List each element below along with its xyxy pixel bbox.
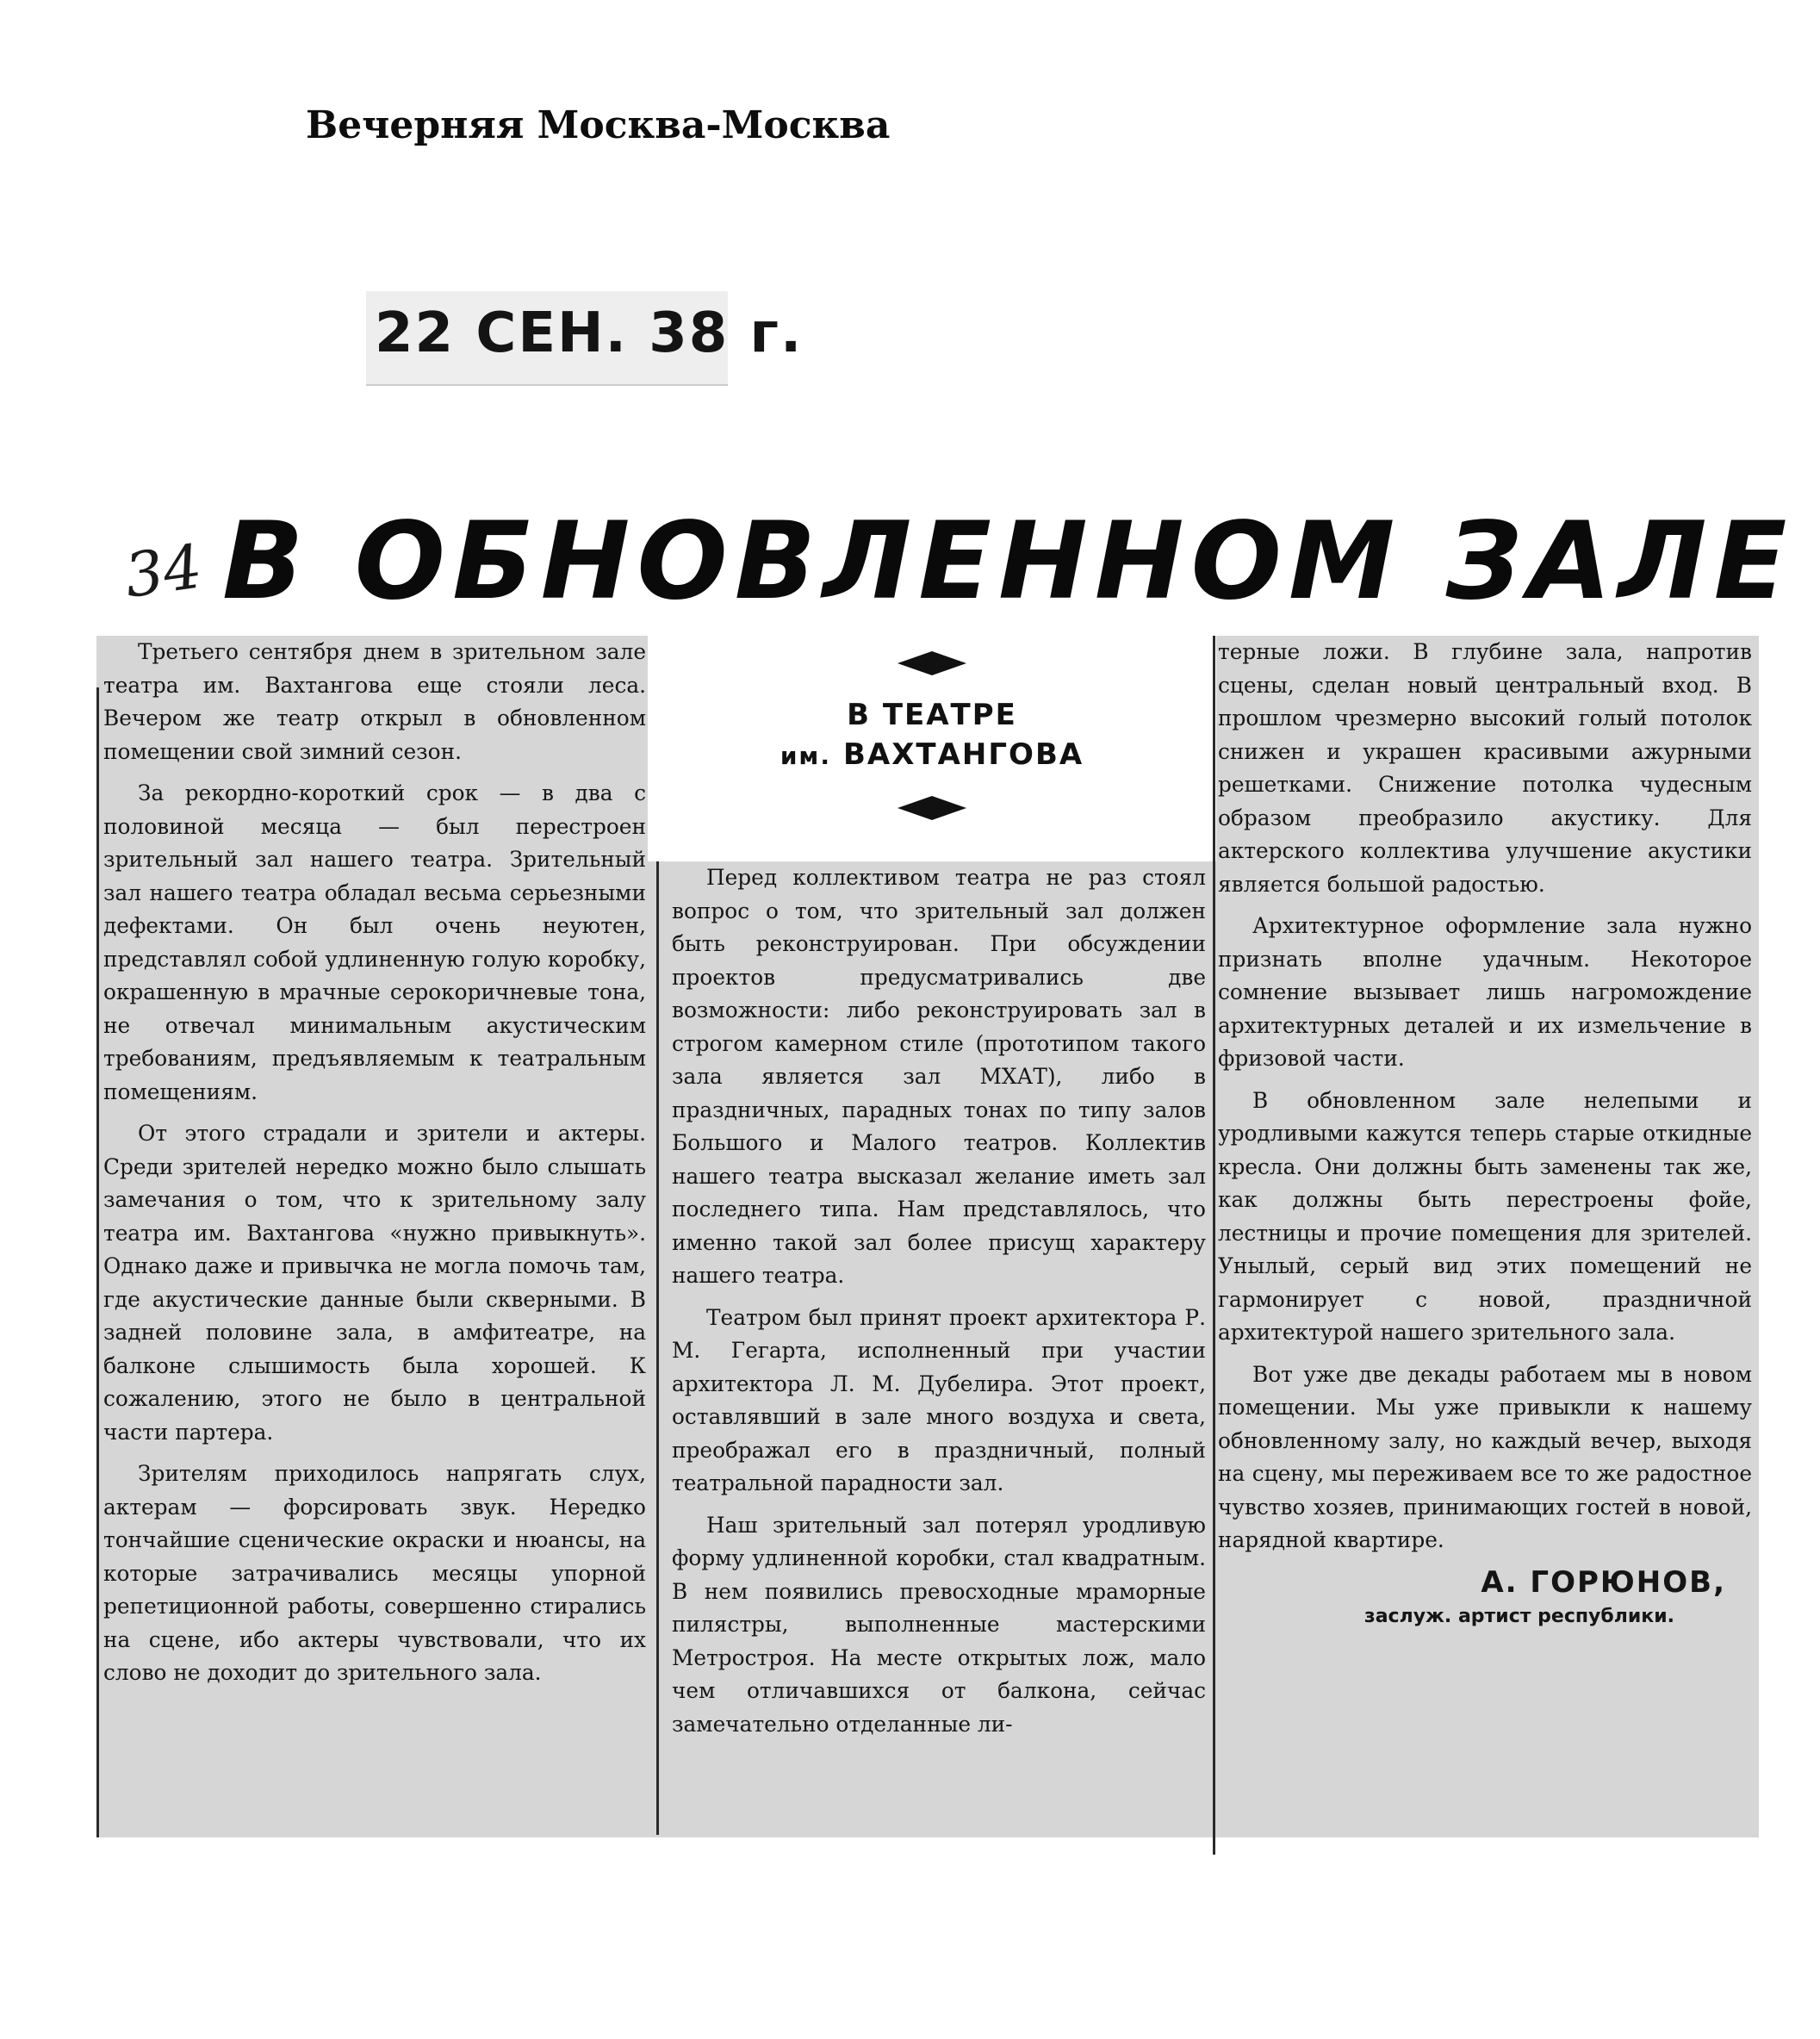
subhead-line-2 (648, 737, 1216, 772)
newspaper-source: Вечерняя Москва-Москва (306, 103, 891, 147)
date-stamp-text: 22 СЕН. 38 г. (375, 301, 804, 365)
article-column-1 (103, 636, 646, 1699)
paragraph: Третьего сентября днем в зрительном зале театра им. Вахтангова еще стояли леса. Вечером же театр открыл в обновленном помещении свой зимний сезон. (103, 639, 646, 764)
paragraph: Зрителям приходилось напрягать слух, актерам — форсировать звук. Нередко тончайшие сценические окраски и нюансы, на которые затрачивались месяцы упорной репетиционной работы, совершенно стирались на сцене, ибо актеры чувствовали, что их слово не доходит до зрительного зала. (103, 1461, 646, 1685)
author-title: заслуж. артист республики. (1363, 1606, 1674, 1627)
paragraph: Вот уже две декады работаем мы в новом помещении. Мы уже привыкли к нашему обновленному залу, но каждый вечер, выходя на сцену, мы переживаем все то же радостное чувство хозяев, принимающих гостей в новой, нарядной квартире. (1218, 1361, 1752, 1552)
left-column-rule (96, 687, 99, 1837)
diamond-ornament-icon (898, 651, 966, 675)
subhead-line-1: В ТЕАТРЕ (847, 698, 1017, 732)
subhead-theatre-name: ВАХТАНГОВА (842, 737, 1084, 772)
handwritten-margin-note: 34 (120, 531, 207, 612)
paragraph: В обновленном зале нелепыми и уродливыми кажутся теперь старые откидные кресла. Они должны быть заменены так же, как должны быть перестроены фойе, лестницы и прочие помещения для зрителей. Унылый, серый вид этих помещений не гармонирует с новой, праздничной архитектурой нашего зрительного зала. (1218, 1087, 1752, 1345)
headline: В ОБНОВЛЕННОМ ЗАЛЕ (222, 500, 1794, 624)
article-column-2 (672, 861, 1206, 1750)
paragraph: Наш зрительный зал потерял уродливую форму удлиненной коробки, стал квадратным. В нем появились превосходные мраморные пилястры, выполненные мастерскими Метростроя. На месте открытых лож, мало чем отличавшихся от балкона, сейчас замечательно отделанные ли- (672, 1512, 1206, 1737)
column-rule-1 (656, 861, 659, 1835)
column-rule-2 (1213, 636, 1215, 1855)
subhead-block (648, 636, 1216, 861)
paragraph: Архитектурное оформление зала нужно признать вполне удачным. Некоторое сомнение вызывает лишь нагромождение архитектурных деталей и их измельчение в фризовой части. (1218, 913, 1752, 1071)
article-column-3 (1218, 636, 1752, 1634)
paragraph: Театром был принят проект архитектора Р. М. Гегарта, исполненный при участии архитектора Л. М. Дубелира. Этот проект, оставлявший в зале много воздуха и света, преображал его в праздничный, полный театральной парадности зал. (672, 1304, 1206, 1495)
article-body (96, 636, 1759, 1837)
paragraph: терные ложи. В глубине зала, напротив сцены, сделан новый центральный вход. В прошлом чрезмерно высокий голый потолок снижен и украшен красивыми ажурными решетками. Снижение потолка чудесным образом преобразило акустику. Для актерского коллектива улучшение акустики является большой радостью. (1218, 639, 1752, 897)
paragraph: Перед коллективом театра не раз стоял вопрос о том, что зрительный зал должен быть реконструирован. При обсуждении проектов предусматривались две возможности: либо реконструировать зал в строгом камерном стиле (прототипом такого зала является зал МХАТ), либо в праздничных, парадных тонах по типу залов Большого и Малого театров. Коллектив нашего театра высказал желание иметь зал последнего типа. Нам представлялось, что именно такой зал более присущ характеру нашего театра. (672, 865, 1206, 1288)
paragraph: От этого страдали и зрители и актеры. Среди зрителей нередко можно было слышать замечания о том, что к зрительному залу театра им. Вахтангова «нужно привыкнуть». Однако даже и привычка не могла помочь там, где акустические данные были скверными. В задней половине зала, в амфитеатре, на балконе слышимость была хорошей. К сожалению, этого не было в центральной части партера. (103, 1121, 646, 1445)
subhead-prefix: им. (780, 742, 831, 770)
diamond-ornament-icon (898, 796, 966, 820)
author-signature: А. ГОРЮНОВ, (1481, 1564, 1726, 1600)
date-stamp (366, 291, 804, 386)
paragraph: За рекордно-короткий срок — в два с половиной месяца — был перестроен зрительный зал нашего театра. Зрительный зал нашего театра обладал весьма серьезными дефектами. Он был очень неуютен, представлял собой удлиненную голую коробку, окрашенную в мрачные серокоричневые тона, не отвечал минимальным акустическим требованиям, предъявляемым к театральным помещениям. (103, 780, 646, 1104)
